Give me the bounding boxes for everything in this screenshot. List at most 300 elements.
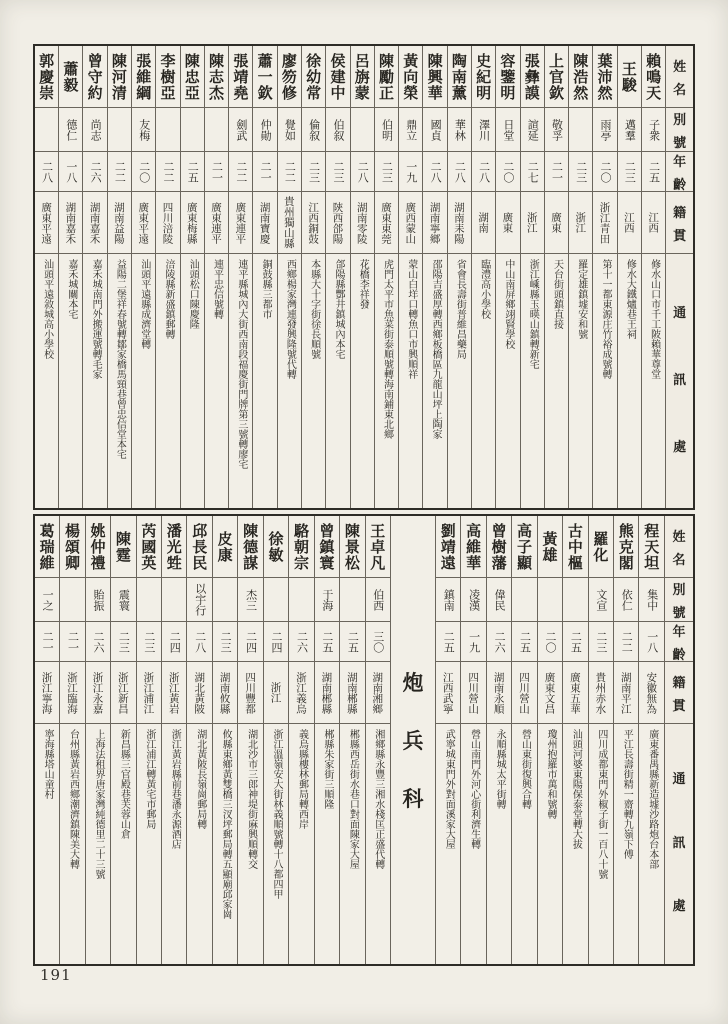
cell-origin: 四川營山 (512, 662, 536, 724)
header-alias (665, 578, 693, 622)
cell-origin: 湖南攸縣 (213, 662, 237, 724)
cell-alias: 依仁 (614, 578, 638, 622)
cell-name: 高維華 (461, 516, 485, 578)
person-column (325, 46, 349, 508)
cell-alias: 尚志 (83, 108, 106, 152)
cell-name: 張彝謨 (521, 46, 544, 108)
cell-alias: 偉民 (487, 578, 511, 622)
label-char: 姓 (673, 59, 687, 75)
header-origin (666, 192, 693, 254)
cell-age: 二三 (375, 152, 398, 192)
cell-name: 陳浩然 (569, 46, 592, 108)
cell-alias: 仲勛 (253, 108, 276, 152)
cell-age: 二三 (618, 152, 641, 192)
cell-address: 義烏縣樓林郵局轉西岸 (296, 729, 308, 829)
cell-address: 寧海縣塔山童村 (42, 729, 54, 799)
cell-origin: 廣東五華 (563, 662, 587, 724)
cell-address: 連平忠信號轉 (211, 259, 223, 319)
person-column (161, 516, 186, 964)
cell-origin: 浙江新昌 (111, 662, 135, 724)
label-char: 通 (672, 772, 686, 788)
cell-alias: 華林 (448, 108, 471, 152)
cell-origin: 江西 (618, 192, 641, 254)
person-column (495, 46, 519, 508)
person-column (35, 46, 58, 508)
cell-name: 陳勵正 (375, 46, 398, 108)
person-column (398, 46, 422, 508)
person-column (520, 46, 544, 508)
cell-address: 西鄉楊家灣連發興隆號代轉 (284, 259, 296, 379)
cell-name: 張維綱 (132, 46, 155, 108)
cell-alias (162, 578, 186, 622)
cell-age: 二四 (264, 622, 288, 662)
cell-origin: 浙江 (521, 192, 544, 254)
cell-address: 羅定雄鎮墟安和號 (575, 259, 587, 339)
cell-name: 史紀明 (472, 46, 495, 108)
person-column (136, 516, 161, 964)
person-column (568, 46, 592, 508)
person-column (641, 46, 665, 508)
label-char: 貫 (672, 698, 686, 714)
cell-address: 中山南屏鄉翊賢學校 (502, 259, 514, 349)
label-char: 齡 (673, 177, 687, 192)
cell-origin: 廣東平遠 (35, 192, 58, 254)
header-column (665, 46, 693, 508)
cell-name: 陳河清 (108, 46, 131, 108)
cell-name: 羅化 (589, 516, 613, 578)
cell-age: 二三 (326, 152, 349, 192)
person-column (422, 46, 446, 508)
cell-alias (35, 108, 58, 152)
cell-name: 葉沛然 (593, 46, 616, 108)
person-column (237, 516, 262, 964)
cell-age: 二二 (156, 152, 179, 192)
cell-age: 二三 (302, 152, 325, 192)
cell-alias: 覺如 (278, 108, 301, 152)
person-column (471, 46, 495, 508)
cell-name: 葛瑞維 (35, 516, 59, 578)
cell-address: 廣東番禺縣新造墟沙路炮台本部 (646, 729, 658, 869)
person-column (460, 516, 485, 964)
person-column (314, 516, 339, 964)
cell-name: 邱長民 (187, 516, 211, 578)
person-column (107, 46, 131, 508)
cell-age: 二一 (205, 152, 228, 192)
cell-age: 二八 (351, 152, 374, 192)
cell-age: 二一 (60, 622, 84, 662)
cell-name: 陳景松 (340, 516, 364, 578)
cell-age: 二二 (229, 152, 252, 192)
label-char: 名 (672, 552, 686, 568)
cell-name: 高子顯 (512, 516, 536, 578)
cell-origin: 廣東東莞 (375, 192, 398, 254)
cell-alias: 敬孚 (545, 108, 568, 152)
person-column (59, 516, 84, 964)
person-column (588, 516, 613, 964)
person-column (58, 46, 82, 508)
cell-name: 李樹亞 (156, 46, 179, 108)
header-address (666, 254, 693, 508)
label-char: 號 (672, 605, 686, 621)
cell-age: 二〇 (593, 152, 616, 192)
cell-origin: 江西 (642, 192, 665, 254)
cell-origin: 湖南耒陽 (448, 192, 471, 254)
cell-age: 二四 (162, 622, 186, 662)
label-char: 科 (402, 787, 424, 811)
cell-address: 湖北黃陂長嶺崗郵局轉 (194, 729, 206, 829)
cell-origin: 湖南嘉禾 (59, 192, 82, 254)
cell-alias: 文宣 (589, 578, 613, 622)
cell-age: 二三 (213, 622, 237, 662)
cell-name: 芮國英 (137, 516, 161, 578)
label-char: 炮 (402, 671, 424, 695)
cell-alias (289, 578, 313, 622)
person-column (365, 516, 390, 964)
cell-name: 潘光甡 (162, 516, 186, 578)
cell-alias (108, 108, 131, 152)
cell-origin: 浙江青田 (593, 192, 616, 254)
cell-age: 二八 (187, 622, 211, 662)
cell-alias: 諠延 (521, 108, 544, 152)
cell-origin: 湖南郴縣 (315, 662, 339, 724)
cell-address: 修水山口市千工陂賴華尊堂 (648, 259, 660, 379)
label-char: 貫 (673, 228, 687, 244)
person-column (339, 516, 364, 964)
cell-address: 益陽二堡祥春號轉鄒家橋馬頸巷曾忠信堂本宅 (114, 259, 126, 459)
cell-address: 浙江黃岩縣前巷潘永源酒店 (169, 729, 181, 849)
section-divider-label (391, 516, 435, 964)
cell-age: 二三 (589, 622, 613, 662)
cell-age: 二三 (111, 622, 135, 662)
cell-alias (156, 108, 179, 152)
cell-alias: 貽振 (86, 578, 110, 622)
cell-name: 熊克閣 (614, 516, 638, 578)
person-column (263, 516, 288, 964)
cell-name: 容鑒明 (496, 46, 519, 108)
cell-origin: 四川營山 (461, 662, 485, 724)
cell-address: 浙江嵊縣玉暎山鎮轉新宅 (527, 259, 539, 369)
cell-address: 天台街頭鎮直接 (551, 259, 563, 329)
cell-address: 四川成都東門外椒子街一百八十號 (595, 729, 607, 879)
person-column (131, 46, 155, 508)
cell-name: 楊頌卿 (60, 516, 84, 578)
cell-name: 駱朝宗 (289, 516, 313, 578)
cell-alias (512, 578, 536, 622)
cell-origin: 安徽無為 (639, 662, 663, 724)
cell-origin: 湖南郴縣 (340, 662, 364, 724)
cell-address: 銅鼓縣三都市 (260, 259, 272, 319)
cell-name: 蕭一欽 (253, 46, 276, 108)
cell-alias: 伯叙 (326, 108, 349, 152)
label-char: 年 (673, 154, 687, 170)
label-char: 兵 (402, 729, 424, 753)
header-alias (666, 108, 693, 152)
person-column (204, 46, 228, 508)
person-column (277, 46, 301, 508)
cell-address: 修水大鐵爐巷王祠 (624, 259, 636, 339)
cell-origin: 廣東連平 (229, 192, 252, 254)
cell-alias: 雨亭 (593, 108, 616, 152)
cell-origin: 湖南寧鄉 (423, 192, 446, 254)
person-column (252, 46, 276, 508)
label-char: 姓 (672, 529, 686, 545)
cell-age: 二五 (436, 622, 460, 662)
cell-name: 陳志杰 (205, 46, 228, 108)
cell-name: 王卓凡 (366, 516, 390, 578)
cell-alias: 鼎立 (399, 108, 422, 152)
cell-origin: 浙江浦江 (137, 662, 161, 724)
cell-alias (60, 578, 84, 622)
person-column (374, 46, 398, 508)
cell-alias: 邁羣 (618, 108, 641, 152)
cell-age: 二五 (315, 622, 339, 662)
cell-address: 平江長壽街精一齋轉九嶺下傅 (621, 729, 633, 859)
cell-origin: 湖南益陽 (108, 192, 131, 254)
cell-name: 曾鎮寰 (315, 516, 339, 578)
cell-name: 曾守約 (83, 46, 106, 108)
cell-origin: 湖南湘鄉 (366, 662, 390, 724)
cell-origin: 湖南平江 (614, 662, 638, 724)
cell-origin: 廣西蒙山 (399, 192, 422, 254)
cell-address: 本縣大十字街徐長順號 (308, 259, 320, 359)
cell-name: 廖笏修 (278, 46, 301, 108)
cell-name: 古中樞 (563, 516, 587, 578)
cell-address: 連平縣城內大街西南段福慶街門牌第三號轉廖宅 (235, 259, 247, 469)
cell-origin: 廣東連平 (205, 192, 228, 254)
cell-address: 嘉禾城關本宅 (65, 259, 77, 319)
person-column (155, 46, 179, 508)
cell-address: 瓊州抱羅市萬和號轉 (544, 729, 556, 819)
cell-address: 浙江浦江轉黃宅市郵局 (143, 729, 155, 829)
person-column (511, 516, 536, 964)
cell-address: 新昌縣三官殿巷芙蓉山倉 (118, 729, 130, 839)
label-char: 處 (672, 899, 686, 915)
person-column (486, 516, 511, 964)
cell-origin: 湖南零陵 (351, 192, 374, 254)
cell-name: 張靖堯 (229, 46, 252, 108)
person-column (85, 516, 110, 964)
cell-age: 二二 (614, 622, 638, 662)
cell-name: 姚仲禮 (86, 516, 110, 578)
cell-origin: 湖南寶慶 (253, 192, 276, 254)
cell-origin: 廣東文昌 (538, 662, 562, 724)
cell-age: 二一 (545, 152, 568, 192)
cell-address: 湖北沙市三郎神堤街麻興順轉交 (245, 729, 257, 869)
cell-address: 汕頭平遠敘城高小學校 (41, 259, 53, 359)
cell-address: 汕頭河婆東陽保泰堂轉大拔 (570, 729, 582, 849)
cell-alias: 伯西 (366, 578, 390, 622)
person-column (82, 46, 106, 508)
cell-age: 二六 (86, 622, 110, 662)
cell-name: 陳興華 (423, 46, 446, 108)
roster-table-bottom (33, 514, 695, 966)
cell-alias: 德仁 (59, 108, 82, 152)
cell-age: 一八 (639, 622, 663, 662)
cell-name: 郭慶崇 (35, 46, 58, 108)
cell-name: 黃向榮 (399, 46, 422, 108)
header-name (666, 46, 693, 108)
cell-name: 陳忠亞 (181, 46, 204, 108)
cell-address: 武寧城東門外對面溪家大屋 (443, 729, 455, 849)
cell-alias: 伯明 (375, 108, 398, 152)
cell-address: 營山東街復興合轉 (519, 729, 531, 809)
cell-alias: 一之 (35, 578, 59, 622)
cell-alias: 杰三 (238, 578, 262, 622)
cell-address: 上海法租界唐家灣純德里二十三號 (92, 729, 104, 879)
cell-origin: 湖南嘉禾 (83, 192, 106, 254)
cell-alias (137, 578, 161, 622)
cell-address: 涪陵縣新盛鎮郵轉 (162, 259, 174, 339)
person-column (617, 46, 641, 508)
cell-alias: 震寰 (111, 578, 135, 622)
cell-age: 二五 (642, 152, 665, 192)
cell-age: 二五 (340, 622, 364, 662)
cell-origin: 湖南 (472, 192, 495, 254)
cell-alias (264, 578, 288, 622)
cell-alias: 國貞 (423, 108, 446, 152)
label-char: 別 (673, 112, 687, 128)
cell-age: 二一 (253, 152, 276, 192)
cell-age: 二〇 (538, 622, 562, 662)
cell-name: 陳德謀 (238, 516, 262, 578)
header-name (665, 516, 693, 578)
person-column (562, 516, 587, 964)
cell-alias (569, 108, 592, 152)
cell-alias: 子衆 (642, 108, 665, 152)
label-char: 名 (673, 82, 687, 98)
cell-origin: 江西銅鼓 (302, 192, 325, 254)
person-column (186, 516, 211, 964)
header-address (665, 724, 693, 964)
cell-address: 郴縣朱家街三順隆 (321, 729, 333, 809)
cell-alias: 于海 (315, 578, 339, 622)
cell-age: 二一 (35, 622, 59, 662)
cell-origin: 廣東平遠 (132, 192, 155, 254)
cell-name: 曾樹藩 (487, 516, 511, 578)
cell-age: 二五 (512, 622, 536, 662)
cell-age: 一九 (399, 152, 422, 192)
cell-alias: 澤川 (472, 108, 495, 152)
header-origin (665, 662, 693, 724)
cell-alias (538, 578, 562, 622)
cell-age: 二三 (137, 622, 161, 662)
person-column (447, 46, 471, 508)
person-column (180, 46, 204, 508)
cell-age: 二〇 (132, 152, 155, 192)
cell-name: 陶南薰 (448, 46, 471, 108)
cell-origin: 廣東梅縣 (181, 192, 204, 254)
person-column (350, 46, 374, 508)
cell-name: 劉靖遠 (436, 516, 460, 578)
cell-name: 王駿 (618, 46, 641, 108)
cell-origin: 四川涪陵 (156, 192, 179, 254)
cell-address: 花橋李祥發 (357, 259, 369, 309)
cell-name: 程天坦 (639, 516, 663, 578)
cell-age: 二二 (278, 152, 301, 192)
cell-age: 二八 (423, 152, 446, 192)
person-column (288, 516, 313, 964)
cell-origin: 貴州赤水 (589, 662, 613, 724)
cell-origin: 廣東 (496, 192, 519, 254)
cell-age: 二二 (108, 152, 131, 192)
cell-age: 二四 (238, 622, 262, 662)
cell-origin: 浙江義烏 (289, 662, 313, 724)
person-column (544, 46, 568, 508)
cell-age: 二六 (83, 152, 106, 192)
cell-name: 上官欽 (545, 46, 568, 108)
cell-alias: 以宇行 (187, 578, 211, 622)
header-column (664, 516, 693, 964)
cell-alias: 集中 (639, 578, 663, 622)
cell-age: 二八 (35, 152, 58, 192)
cell-alias: 倫叙 (302, 108, 325, 152)
cell-origin: 貴州獨山縣 (278, 192, 301, 254)
cell-name: 徐幼常 (302, 46, 325, 108)
person-column (110, 516, 135, 964)
person-column (638, 516, 663, 964)
cell-age: 二〇 (496, 152, 519, 192)
cell-age: 二五 (181, 152, 204, 192)
cell-age: 二七 (521, 152, 544, 192)
cell-name: 侯建中 (326, 46, 349, 108)
header-age (665, 622, 693, 662)
cell-age: 二六 (487, 622, 511, 662)
label-char: 訊 (672, 835, 686, 851)
cell-address: 台州縣黃岩西鄉潮濟鎮陳美大轉 (67, 729, 79, 869)
header-age (666, 152, 693, 192)
label-char: 年 (672, 624, 686, 640)
cell-address: 營山南門外河心街利濟生轉 (468, 729, 480, 849)
label-char: 籍 (672, 675, 686, 691)
label-char: 別 (672, 582, 686, 598)
person-column (592, 46, 616, 508)
cell-address: 邵陽吉盛厚轉西鄉板橋區九龍山坪上陶家 (430, 259, 442, 439)
cell-alias: 凌漢 (461, 578, 485, 622)
label-char: 處 (673, 439, 687, 455)
person-column (301, 46, 325, 508)
cell-age: 一九 (461, 622, 485, 662)
person-column (228, 46, 252, 508)
cell-age: 一八 (59, 152, 82, 192)
cell-age: 二六 (289, 622, 313, 662)
cell-address: 蒙山白垟口轉魚口市興順祥 (405, 259, 417, 379)
cell-origin: 廣東 (545, 192, 568, 254)
label-char: 訊 (673, 372, 687, 388)
label-char: 籍 (673, 205, 687, 221)
cell-address: 郴縣西岳街水巷口對面陳家大屋 (347, 729, 359, 869)
cell-age: 三〇 (366, 622, 390, 662)
cell-alias (205, 108, 228, 152)
cell-address: 第十一都東源庄竹裕成號轉 (600, 259, 612, 379)
page-number: 191 (40, 966, 72, 984)
cell-origin: 四川豐都 (238, 662, 262, 724)
cell-address: 永順縣城太平街轉 (494, 729, 506, 809)
cell-name: 皮康 (213, 516, 237, 578)
person-column (613, 516, 638, 964)
cell-origin: 浙江臨海 (60, 662, 84, 724)
cell-address: 浙江溫嶺安大街林義順號轉十八都四甲 (271, 729, 283, 899)
person-column (537, 516, 562, 964)
cell-alias: 日堂 (496, 108, 519, 152)
person-column (212, 516, 237, 964)
cell-age: 二五 (563, 622, 587, 662)
cell-alias (213, 578, 237, 622)
cell-age: 二三 (569, 152, 592, 192)
person-column (435, 516, 460, 964)
cell-address: 湘鄉縣永豐三湘水棧匡正盛代轉 (372, 729, 384, 869)
cell-origin: 浙江黃岩 (162, 662, 186, 724)
label-char: 號 (673, 135, 687, 151)
